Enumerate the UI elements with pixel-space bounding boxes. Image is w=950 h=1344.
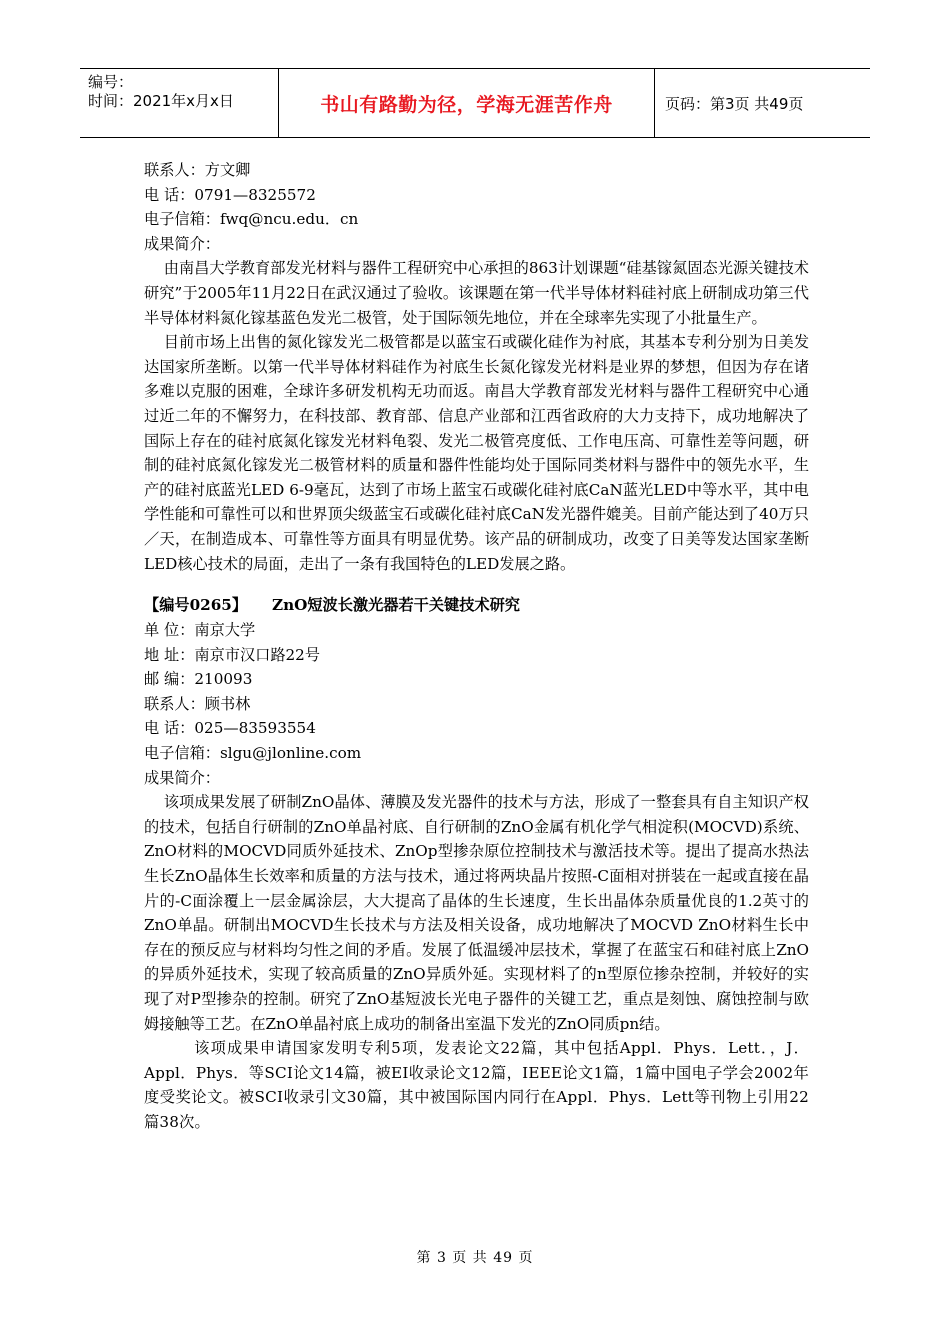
paragraph: 由南昌大学教育部发光材料与器件工程研究中心承担的863计划课题“硅基镓氮固态光源关键技术研究”于2005年11月22日在武汉通过了验收。该课题在第一代半导体材料硅衬底上研制成功第三代半导体材料氮化镓基蓝色发光二极管，处于国际领先地位，并在全球率先实现了小批量生产。 xyxy=(144,259,809,327)
project-heading xyxy=(144,592,809,618)
summary-label: 成果简介： xyxy=(144,768,220,787)
header-time: 时间：2021年x月x日 xyxy=(88,92,234,110)
unit: 单 位：南京大学 xyxy=(144,621,256,640)
contact-person: 联系人：方文卿 xyxy=(144,161,251,179)
summary-label: 成果简介： xyxy=(144,234,220,253)
paragraph: 该项成果发展了研制ZnO晶体、薄膜及发光器件的技术与方法，形成了一整套具有自主知识产权的技术，包括自行研制的ZnO单晶衬底、自行研制的ZnO金属有机化学气相淀积(MOCVD)系统、ZnO材料的MOCVD同质外延技术、ZnOp型掺杂原位控制技术与激活技术等。提出了提高水热法生长ZnO晶体生长效率和质量的方法与技术，通过将两块晶片按照-C面相对拼装在一起或直接在晶片的-C面涂覆上一层金属涂层，大大提高了晶体的生长速度，生长出晶体杂质量优良的1.2英寸的ZnO单晶。研制出MOCVD生长技术与方法及相关设备，成功地解决了MOCVD ZnO材料生长中存在的预反应与材料均匀性之间的矛盾。发展了低温缓冲层技术，掌握了在蓝宝石和硅衬底上ZnO的异质外延技术，实现了较高质量的ZnO异质外延。实现材料了的n型原位掺杂控制，并较好的实现了对P型掺杂的控制。研究了ZnO基短波长光电子器件的关键工艺，重点是刻蚀、腐蚀控制与欧姆接触等工艺。在ZnO单晶衬底上成功的制备出室温下发光的ZnO同质pn结。 xyxy=(144,793,809,1033)
page-footer: 第 3 页 共 49 页 xyxy=(416,1250,534,1266)
paragraph: 目前市场上出售的氮化镓发光二极管都是以蓝宝石或碳化硅作为衬底，其基本专利分别为日美发达国家所垄断。以第一代半导体材料硅作为衬底生长氮化镓发光材料是业界的梦想，但因为存在诸多难以克服的困难，全球许多研发机构无功而返。南昌大学教育部发光材料与器件工程研究中心通过近二年的不懈努力，在科技部、教育部、信息产业部和江西省政府的大力支持下，成功地解决了国际上存在的硅衬底氮化镓发光材料龟裂、发光二极管亮度低、工作电压高、可靠性差等问题，研制的硅衬底氮化镓发光二极管材料的质量和器件性能均处于国际同类材料与器件中的领先水平，生产的硅衬底蓝光LED 6-9毫瓦，达到了市场上蓝宝石或碳化硅衬底CaN蓝光LED中等水平，其中电学性能和可靠性可以和世界顶尖级蓝宝石或碳化硅衬底CaN发光器件媲美。目前产能达到了40万只／天，在制造成本、可靠性等方面具有明显优势。该产品的研制成功，改变了日美等发达国家垄断LED核心技术的局面，走出了一条有我国特色的LED发展之路。 xyxy=(144,333,809,573)
header-motto: 书山有路勤为径，学海无涯苦作舟 xyxy=(279,69,655,137)
header-meta xyxy=(80,69,279,137)
project-id: 【编号0265】 xyxy=(144,596,248,615)
document-body xyxy=(144,158,809,1135)
contact-person: 联系人：顾书林 xyxy=(144,694,251,713)
email: 电子信箱：slgu@jlonline.com xyxy=(144,744,362,763)
header-page: 页码：第3页 共49页 xyxy=(665,94,804,113)
header-code: 编号： xyxy=(88,73,134,91)
phone: 电 话：0791—8325572 xyxy=(144,185,316,204)
paragraph: 该项成果申请国家发明专利5项，发表论文22篇，其中包括Appl．Phys．Lett．，J．Appl．Phys．等SCI论文14篇，被EI收录论文12篇，IEEE论文1篇，1篇中国电子学会2002年度受奖论文。被SCI收录引文30篇，其中被国际国内同行在Appl．Phys．Lett等刊物上引用22篇38次。 xyxy=(144,1039,809,1131)
email: 电子信箱：fwq@ncu.edu．cn xyxy=(144,210,359,229)
phone: 电 话：025—83593554 xyxy=(144,719,316,738)
page-header xyxy=(80,68,870,138)
address: 地 址：南京市汉口路22号 xyxy=(144,645,321,664)
postcode: 邮 编：210093 xyxy=(144,670,253,689)
project-title: ZnO短波长激光器若干关键技术研究 xyxy=(272,596,520,615)
